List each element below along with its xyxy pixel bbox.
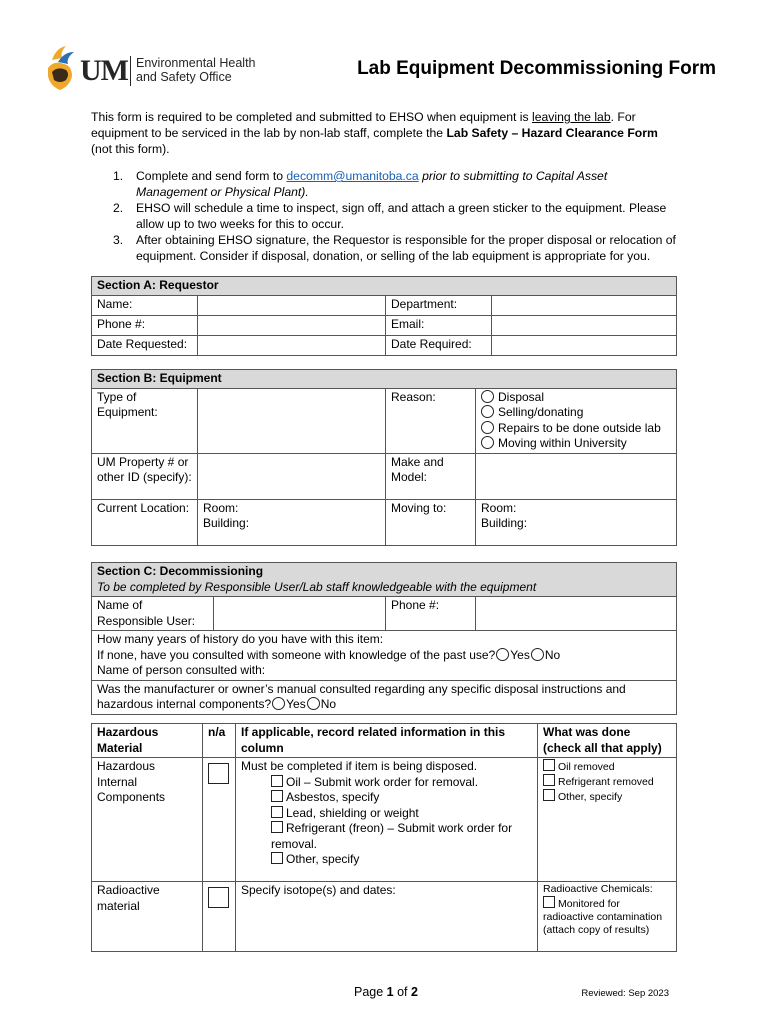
- col-what-done: What was done (check all that apply): [538, 724, 677, 758]
- step-number: 2.: [113, 201, 124, 215]
- logo-divider: [130, 56, 131, 86]
- building-label: Building:: [481, 516, 528, 530]
- type-field[interactable]: [198, 388, 386, 453]
- no-label: No: [320, 697, 337, 711]
- name-field[interactable]: [198, 295, 386, 315]
- hazard-done-cell: [538, 758, 677, 882]
- checkbox-icon[interactable]: [543, 774, 555, 786]
- list-item: [91, 232, 681, 264]
- logo-line-2: and Safety Office: [136, 70, 232, 84]
- room-label: Room:: [203, 500, 239, 515]
- room-label: Room:: [481, 500, 517, 515]
- list-item[interactable]: [241, 821, 532, 852]
- option-label: Disposal: [498, 389, 545, 404]
- checkbox-icon[interactable]: [271, 806, 283, 818]
- na-cell: [203, 882, 236, 952]
- date-required-label: Date Required:: [386, 335, 492, 355]
- reason-option[interactable]: [481, 405, 671, 421]
- section-a-title: Section A: Requestor: [92, 277, 677, 296]
- item-label: Other, specify: [286, 852, 360, 866]
- step-1-text: Complete and send form to: [136, 169, 287, 183]
- no-label: No: [544, 647, 561, 662]
- item-label: Monitored for radioactive contamination (attach copy of results): [543, 898, 663, 936]
- manual-question-cell: [92, 680, 677, 714]
- page-mid: of: [393, 985, 411, 999]
- list-item[interactable]: [241, 806, 532, 822]
- yes-label: Yes: [286, 697, 306, 711]
- intro-text-2: . For equipment to be serviced in the lab by non-lab staff, complete the: [91, 110, 636, 140]
- na-checkbox[interactable]: [208, 763, 229, 784]
- section-c-table: [91, 562, 677, 715]
- radioactive-info: Specify isotope(s) and dates:: [236, 882, 538, 952]
- logo-line-1: Environmental Health: [136, 56, 256, 70]
- email-field[interactable]: [492, 315, 677, 335]
- property-label: UM Property # or other ID (specify):: [92, 453, 198, 499]
- reason-option[interactable]: [481, 421, 671, 437]
- list-item: [91, 168, 681, 200]
- checkbox-icon[interactable]: [271, 821, 283, 833]
- name-label: Name:: [92, 295, 198, 315]
- reason-option[interactable]: [481, 390, 671, 406]
- item-label: Asbestos, specify: [286, 790, 380, 804]
- radio-icon[interactable]: [272, 697, 285, 710]
- step-3-text: After obtaining EHSO signature, the Requestor is responsible for the proper disposal or relocation of equipment. Consider if disposal, donation, or selling of the lab equipment is appropriate for you.: [136, 233, 676, 263]
- page-number: [354, 985, 418, 999]
- radio-icon[interactable]: [481, 436, 494, 449]
- um-ehso-logo: [46, 44, 266, 94]
- list-item[interactable]: [241, 790, 532, 806]
- reviewed-date: Reviewed: Sep 2023: [581, 988, 669, 999]
- current-location-label: Current Location:: [92, 499, 198, 545]
- list-item[interactable]: [543, 774, 671, 789]
- moving-to-label: Moving to:: [386, 499, 476, 545]
- item-label: Other, specify: [558, 791, 623, 803]
- checkbox-icon[interactable]: [543, 896, 555, 908]
- intro-underline: leaving the lab: [532, 110, 611, 124]
- intro-paragraph: [91, 109, 681, 157]
- history-questions: [92, 631, 677, 681]
- hazard-table: [91, 723, 677, 952]
- email-label: Email:: [386, 315, 492, 335]
- email-link[interactable]: decomm@umanitoba.ca: [286, 169, 419, 183]
- radio-icon[interactable]: [531, 648, 544, 661]
- radio-icon[interactable]: [481, 390, 494, 403]
- section-c-subtitle: To be completed by Responsible User/Lab staff knowledgeable with the equipment: [97, 579, 537, 594]
- col-info: If applicable, record related information in this column: [236, 724, 538, 758]
- responsible-phone-field[interactable]: [476, 597, 677, 631]
- item-label: Refrigerant (freon) – Submit work order for removal.: [271, 821, 513, 851]
- list-item[interactable]: [241, 775, 532, 791]
- consulted-question: [97, 648, 671, 664]
- step-2-text: EHSO will schedule a time to inspect, sign off, and attach a green sticker to the equipment. Please allow up to two weeks for this to occur.: [136, 201, 667, 231]
- logo-um-text: UM: [80, 54, 128, 87]
- radioactive-title: Radioactive Chemicals:: [543, 883, 653, 895]
- na-checkbox[interactable]: [208, 887, 229, 908]
- checkbox-icon[interactable]: [271, 852, 283, 864]
- intro-text-1: This form is required to be completed and submitted to EHSO when equipment is: [91, 110, 532, 124]
- radio-icon[interactable]: [481, 405, 494, 418]
- responsible-user-label: Name of Responsible User:: [92, 597, 214, 631]
- col-hazardous-material: Hazardous Material: [92, 724, 203, 758]
- yes-label: Yes: [510, 647, 530, 662]
- section-b-table: [91, 369, 677, 546]
- make-field[interactable]: [476, 453, 677, 499]
- bison-shield-icon: [46, 46, 76, 90]
- section-c-header: [92, 563, 677, 597]
- person-consulted-question: Name of person consulted with:: [97, 663, 266, 677]
- make-label: Make and Model:: [386, 453, 476, 499]
- property-field[interactable]: [198, 453, 386, 499]
- radio-icon[interactable]: [481, 421, 494, 434]
- item-label: Refrigerant removed: [558, 776, 654, 788]
- consulted-text: If none, have you consulted with someone with knowledge of the past use?: [97, 647, 496, 662]
- department-label: Department:: [386, 295, 492, 315]
- phone-field[interactable]: [198, 315, 386, 335]
- list-item[interactable]: [543, 896, 671, 937]
- reason-options: [476, 388, 677, 453]
- section-a-table: [91, 276, 677, 356]
- radioactive-row-label: Radioactive material: [92, 882, 203, 952]
- list-item[interactable]: [543, 759, 671, 774]
- hazard-intro: Must be completed if item is being disposed.: [241, 759, 478, 773]
- section-c-title: Section C: Decommissioning: [97, 564, 264, 578]
- radio-icon[interactable]: [307, 697, 320, 710]
- item-label: Oil removed: [558, 761, 615, 773]
- phone-label: Phone #:: [92, 315, 198, 335]
- reason-option[interactable]: [481, 436, 671, 452]
- current-location-field[interactable]: [198, 499, 386, 545]
- manual-question: Was the manufacturer or owner’s manual consulted regarding any specific disposal instructions and hazardous internal components?: [97, 681, 626, 711]
- page-pre: Page: [354, 985, 387, 999]
- date-required-field[interactable]: [492, 335, 677, 355]
- item-label: Oil – Submit work order for removal.: [286, 774, 479, 789]
- option-label: Moving within University: [498, 436, 627, 450]
- type-label: Type of Equipment:: [92, 388, 198, 453]
- reason-label: Reason:: [386, 388, 476, 453]
- section-b-title: Section B: Equipment: [92, 370, 677, 389]
- step-1-italic: prior to submitting to Capital Asset Management or Physical Plant).: [136, 169, 608, 199]
- instruction-list: [91, 168, 681, 264]
- responsible-phone-label: Phone #:: [386, 597, 476, 631]
- page-current: 1: [386, 985, 394, 999]
- radio-icon[interactable]: [496, 648, 509, 661]
- date-requested-field[interactable]: [198, 335, 386, 355]
- item-label: Lead, shielding or weight: [286, 805, 419, 820]
- checkbox-icon[interactable]: [543, 789, 555, 801]
- date-requested-label: Date Requested:: [92, 335, 198, 355]
- na-cell: [203, 758, 236, 882]
- list-item[interactable]: [543, 789, 671, 804]
- col-na: n/a: [203, 724, 236, 758]
- logo-office-name: [136, 56, 256, 84]
- checkbox-icon[interactable]: [271, 790, 283, 802]
- step-number: 1.: [113, 169, 124, 183]
- step-number: 3.: [113, 233, 124, 247]
- intro-text-3: (not this form).: [91, 142, 170, 156]
- hazard-row-label: Hazardous Internal Components: [92, 758, 203, 882]
- responsible-user-field[interactable]: [214, 597, 386, 631]
- building-label: Building:: [203, 516, 250, 530]
- history-question: How many years of history do you have with this item:: [97, 632, 384, 646]
- option-label: Selling/donating: [498, 405, 584, 419]
- page-header: [46, 44, 722, 94]
- checkbox-icon[interactable]: [543, 759, 555, 771]
- list-item[interactable]: [241, 852, 532, 868]
- radioactive-done-cell: [538, 882, 677, 952]
- hazard-info-cell: [236, 758, 538, 882]
- option-label: Repairs to be done outside lab: [498, 420, 661, 435]
- intro-form-name: Lab Safety – Hazard Clearance Form: [446, 126, 658, 140]
- page-total: 2: [411, 985, 418, 999]
- department-field[interactable]: [492, 295, 677, 315]
- page-title: Lab Equipment Decommissioning Form: [357, 58, 716, 79]
- list-item: [91, 200, 681, 232]
- checkbox-icon[interactable]: [271, 775, 283, 787]
- moving-to-field[interactable]: [476, 499, 677, 545]
